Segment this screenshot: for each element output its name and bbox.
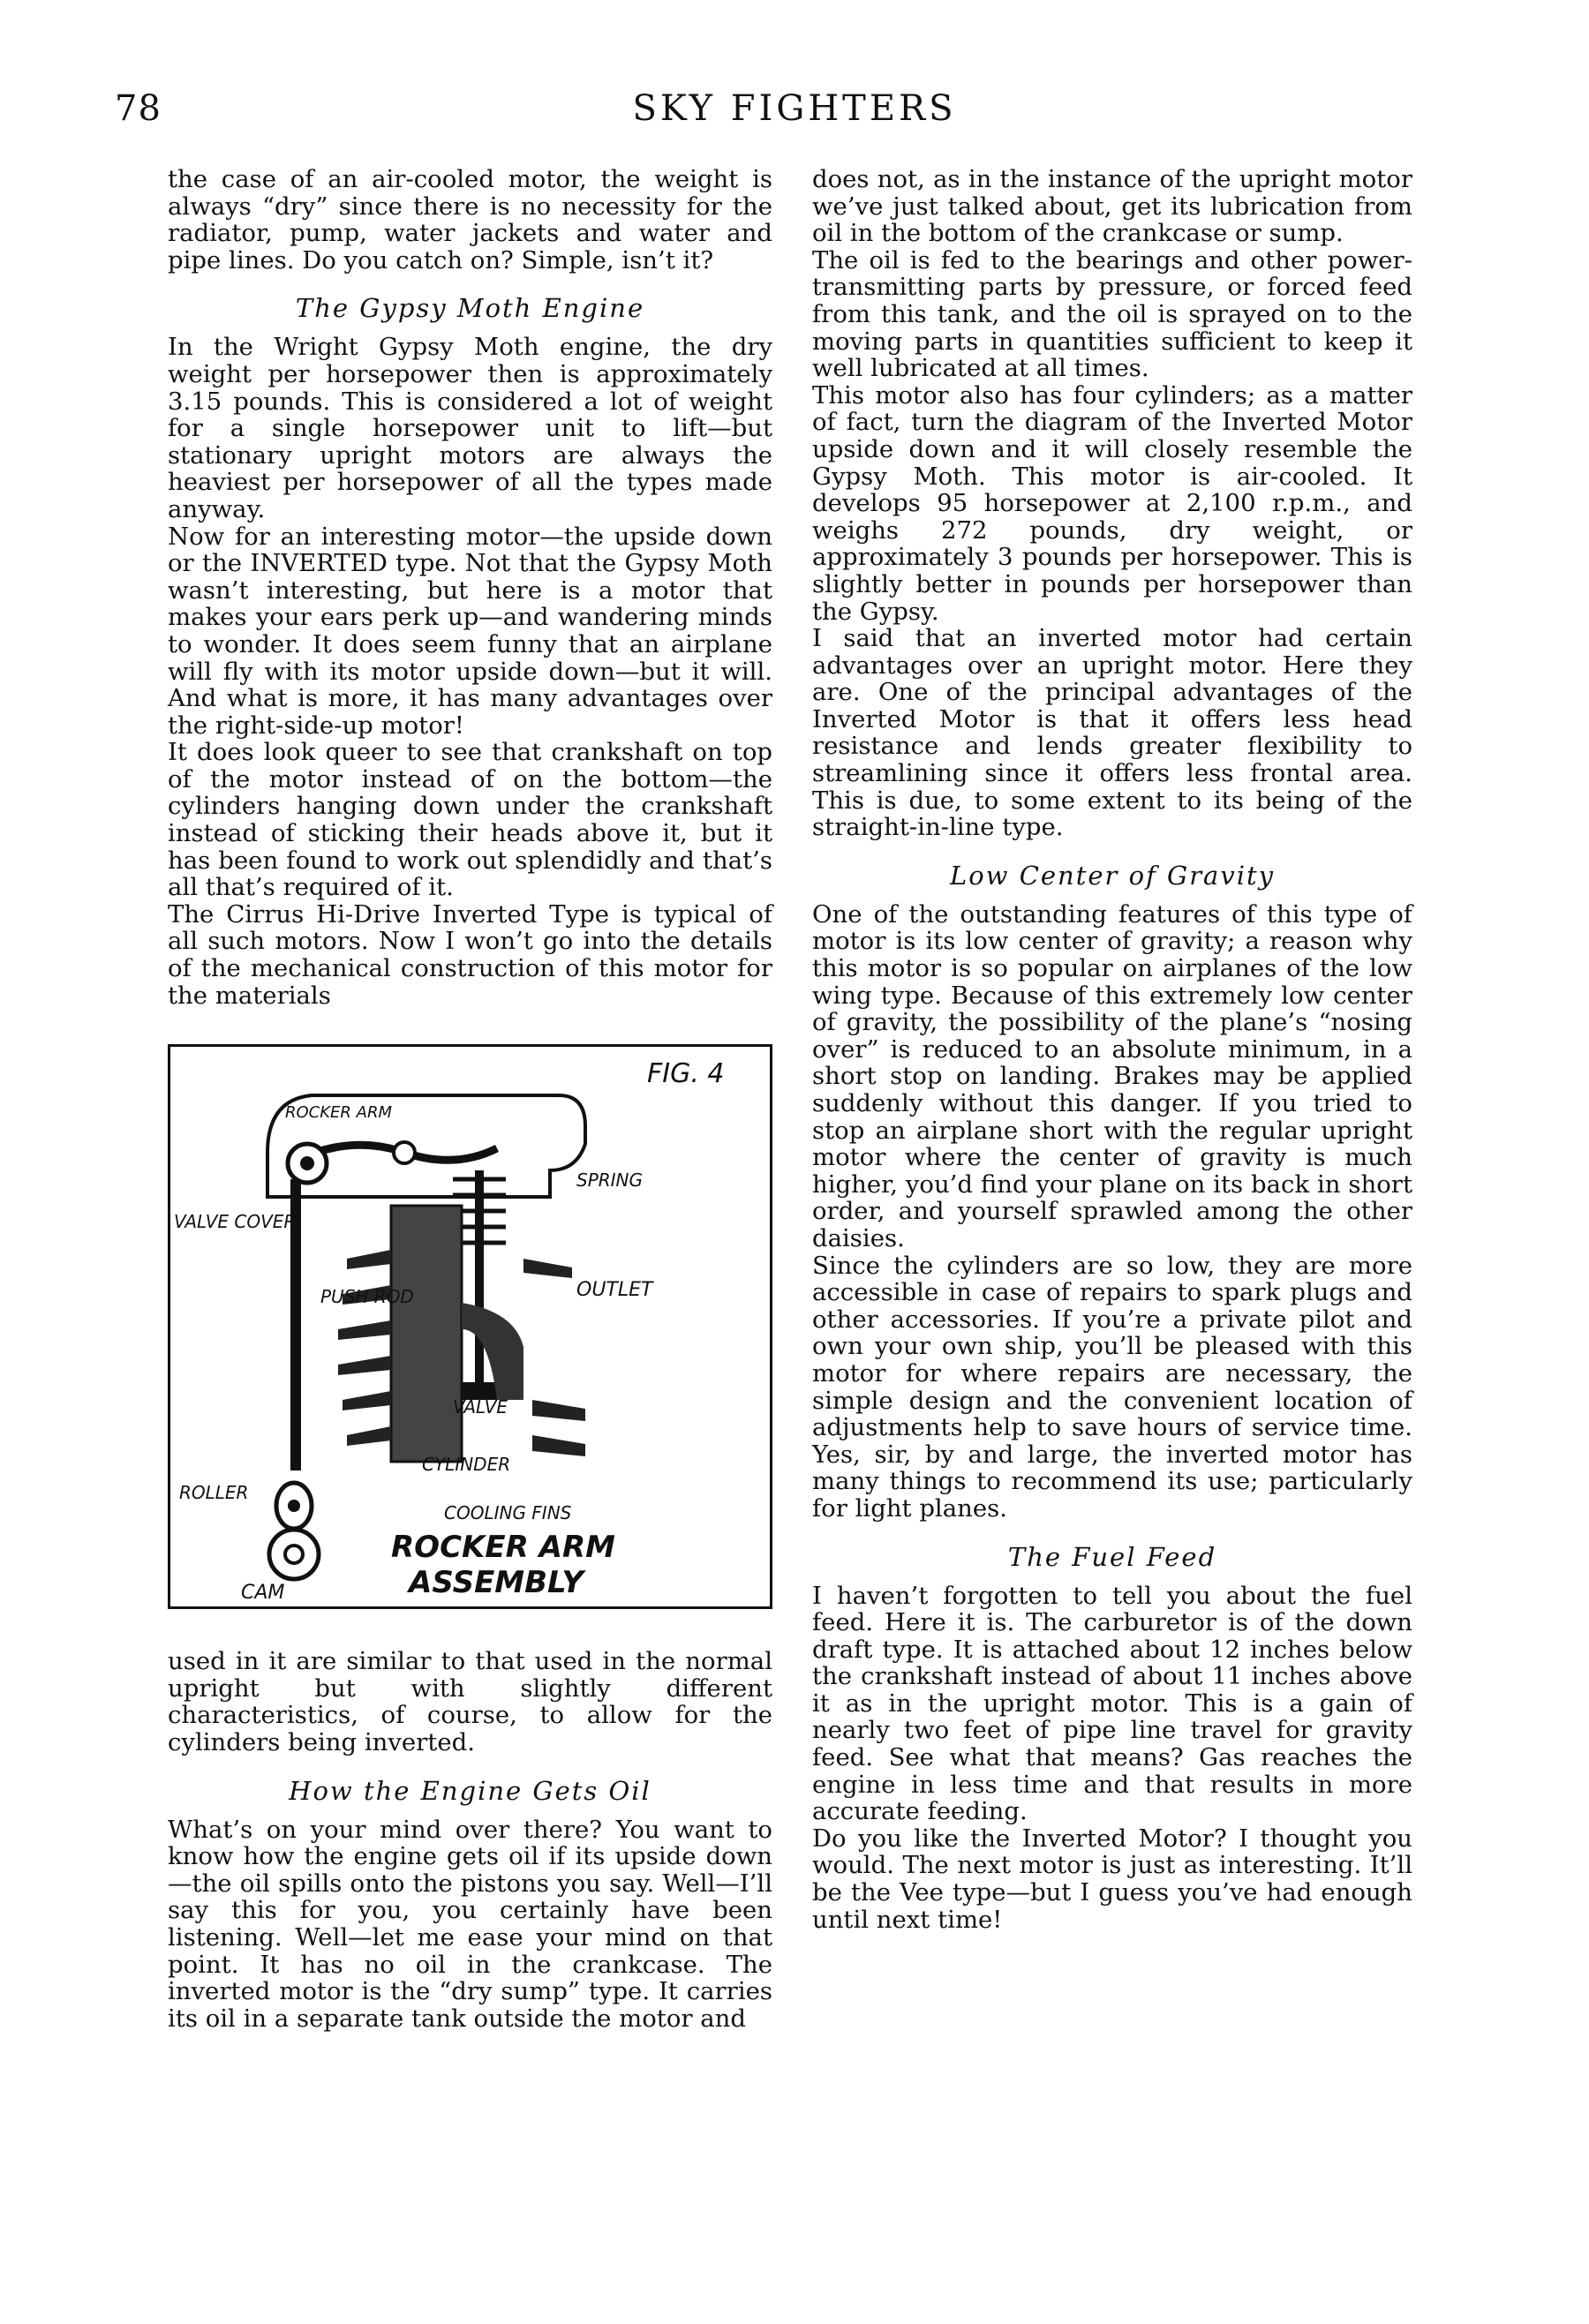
section-heading: How the Engine Gets Oil — [289, 1775, 651, 1806]
right-column — [812, 166, 1412, 1933]
label-cooling-fins: COOLING FINS — [444, 1502, 572, 1524]
section-heading: The Fuel Feed — [1007, 1541, 1217, 1572]
section-heading: The Gypsy Moth Engine — [295, 293, 645, 324]
figure-caption-line1: ROCKER ARM — [391, 1530, 615, 1566]
rocker-arm-diagram — [170, 1047, 771, 1607]
paragraph: What’s on your mind over there? You want to know how the engine gets oil if its upside down—the oil spills onto the pistons you say. Well—I’ll say this for you, you certainly have been listening. Well—let me ease your mind on that point. It has no oil in the crankcase. The inverted motor is the “dry sump” type. It carries its oil in a separate tank outside the motor and — [168, 1815, 772, 2033]
label-valve: VALVE — [453, 1396, 508, 1418]
label-rocker-arm: ROCKER ARM — [285, 1103, 392, 1123]
rocker-arm-figure — [168, 1044, 772, 1609]
paragraph: Now for an interesting motor—the upside down or the INVERTED type. Not that the Gypsy Moth wasn’t interesting, but here is a motor that makes your ears perk up—and wandering minds to wonder. It does seem funny that an airplane will fly with its motor upside down—but it will. And what is more, it has many advantages over the right-side-up motor! — [168, 522, 772, 740]
paragraph: used in it are similar to that used in the normal upright but with slightly different characteristics, of course, to allow for the cylinders being inverted. — [168, 1647, 772, 1756]
paragraph: In the Wright Gypsy Moth engine, the dry weight per horsepower then is approximately 3.15 pounds. This is considered a lot of weight for a single horsepower unit to lift—but stationary upright motors are always the heaviest per horsepower of all the types made anyway. — [168, 333, 772, 523]
label-valve-cover: VALVE COVER — [174, 1211, 297, 1233]
paragraph: The oil is fed to the bearings and other power-transmitting parts by pressure, or forced feed from this tank, and the oil is sprayed on to the moving parts in quantities sufficient to keep it well lubricated at all times. — [812, 245, 1412, 383]
label-roller: ROLLER — [179, 1482, 249, 1504]
page-number: 78 — [115, 88, 162, 129]
paragraph: It does look queer to see that crankshaft on top of the motor instead of on the bottom—the cylinders hanging down under the crankshaft instead of sticking their heads above it, but it has been found to work out splendidly and that’s all that’s required of it. — [168, 738, 772, 902]
left-column — [168, 166, 772, 2032]
figure-number: FIG. 4 — [647, 1058, 725, 1090]
page-header — [0, 81, 1589, 134]
rocker-bolt-shape — [394, 1142, 415, 1163]
rocker-pivot-center — [300, 1156, 314, 1170]
label-outlet: OUTLET — [576, 1279, 653, 1302]
section-heading: Low Center of Gravity — [949, 860, 1276, 891]
paragraph: I said that an inverted motor had certain advantages over an upright motor. Here they are. One of the principal advantages of the Inverted Motor is that it offers less head resistance and lends greater flexibility to streamlining since it offers less frontal area. This is due, to some extent to its being of the straight-in-line type. — [812, 624, 1412, 842]
paragraph: One of the outstanding features of this type of motor is its low center of gravity; a reason why this motor is so popular on airplanes of the low wing type. Because of this extremely low center of gravity, the possibility of the plane’s “nosing over” is reduced to an absolute minimum, in a short stop on landing. Brakes may be applied suddenly without this danger. If you tried to stop an airplane short with the regular upright motor where the center of gravity is much higher, you’d find your plane on its back in short order, and yourself sprawled among the other daisies. — [812, 899, 1412, 1252]
cylinder-body-shape — [391, 1206, 462, 1462]
paragraph: I haven’t forgotten to tell you about the fuel feed. Here it is. The carburetor is of the down draft type. It is attached about 12 inches below the crankshaft instead of about 11 inches above it as in the upright motor. This is a gain of nearly two feet of pipe line travel for gravity feed. See what that means? Gas reaches the engine in less time and that results in more accurate feeding. — [812, 1581, 1412, 1826]
label-push-rod: PUSH ROD — [320, 1286, 414, 1308]
paragraph: Do you like the Inverted Motor? I thought you would. The next motor is just as interesting. It’ll be the Vee type—but I guess you’ve had enough until next time! — [812, 1824, 1412, 1934]
running-head: SKY FIGHTERS — [632, 88, 957, 129]
roller-center — [288, 1500, 300, 1512]
paragraph: does not, as in the instance of the upright motor we’ve just talked about, get its lubrication from oil in the bottom of the crankcase or sump. — [812, 165, 1412, 248]
paragraph: This motor also has four cylinders; as a matter of fact, turn the diagram of the Inverted Motor upside down and it will closely resemble the Gypsy Moth. This motor is air-cooled. It develops 95 horsepower at 2,100 r.p.m., and weighs 272 pounds, dry weight, or approximately 3 pounds per horsepower. This is slightly better in pounds per horsepower than the Gypsy. — [812, 380, 1412, 626]
paragraph: the case of an air-cooled motor, the weight is always “dry” since there is no necessity for the radiator, pump, water jackets and water and pipe lines. Do you catch on? Simple, isn’t it? — [168, 165, 772, 275]
paragraph: Since the cylinders are so low, they are more accessible in case of repairs to spark plugs and other accessories. If you’re a private pilot and own your own ship, you’ll be pleased with this motor for where repairs are necessary, the simple design and the convenient location of adjustments help to save hours of service time. Yes, sir, by and large, the inverted motor has many things to recommend its use; particularly for light planes. — [812, 1251, 1412, 1523]
label-cam: CAM — [241, 1582, 285, 1605]
paragraph: The Cirrus Hi-Drive Inverted Type is typical of all such motors. Now I won’t go into the details of the mechanical construction of this motor for the materials — [168, 899, 772, 1010]
figure-caption-line2: ASSEMBLY — [409, 1565, 584, 1601]
cam-center — [285, 1546, 303, 1563]
label-cylinder: CYLINDER — [422, 1454, 511, 1476]
label-spring: SPRING — [576, 1170, 644, 1192]
valve-stem-shape — [475, 1170, 484, 1382]
